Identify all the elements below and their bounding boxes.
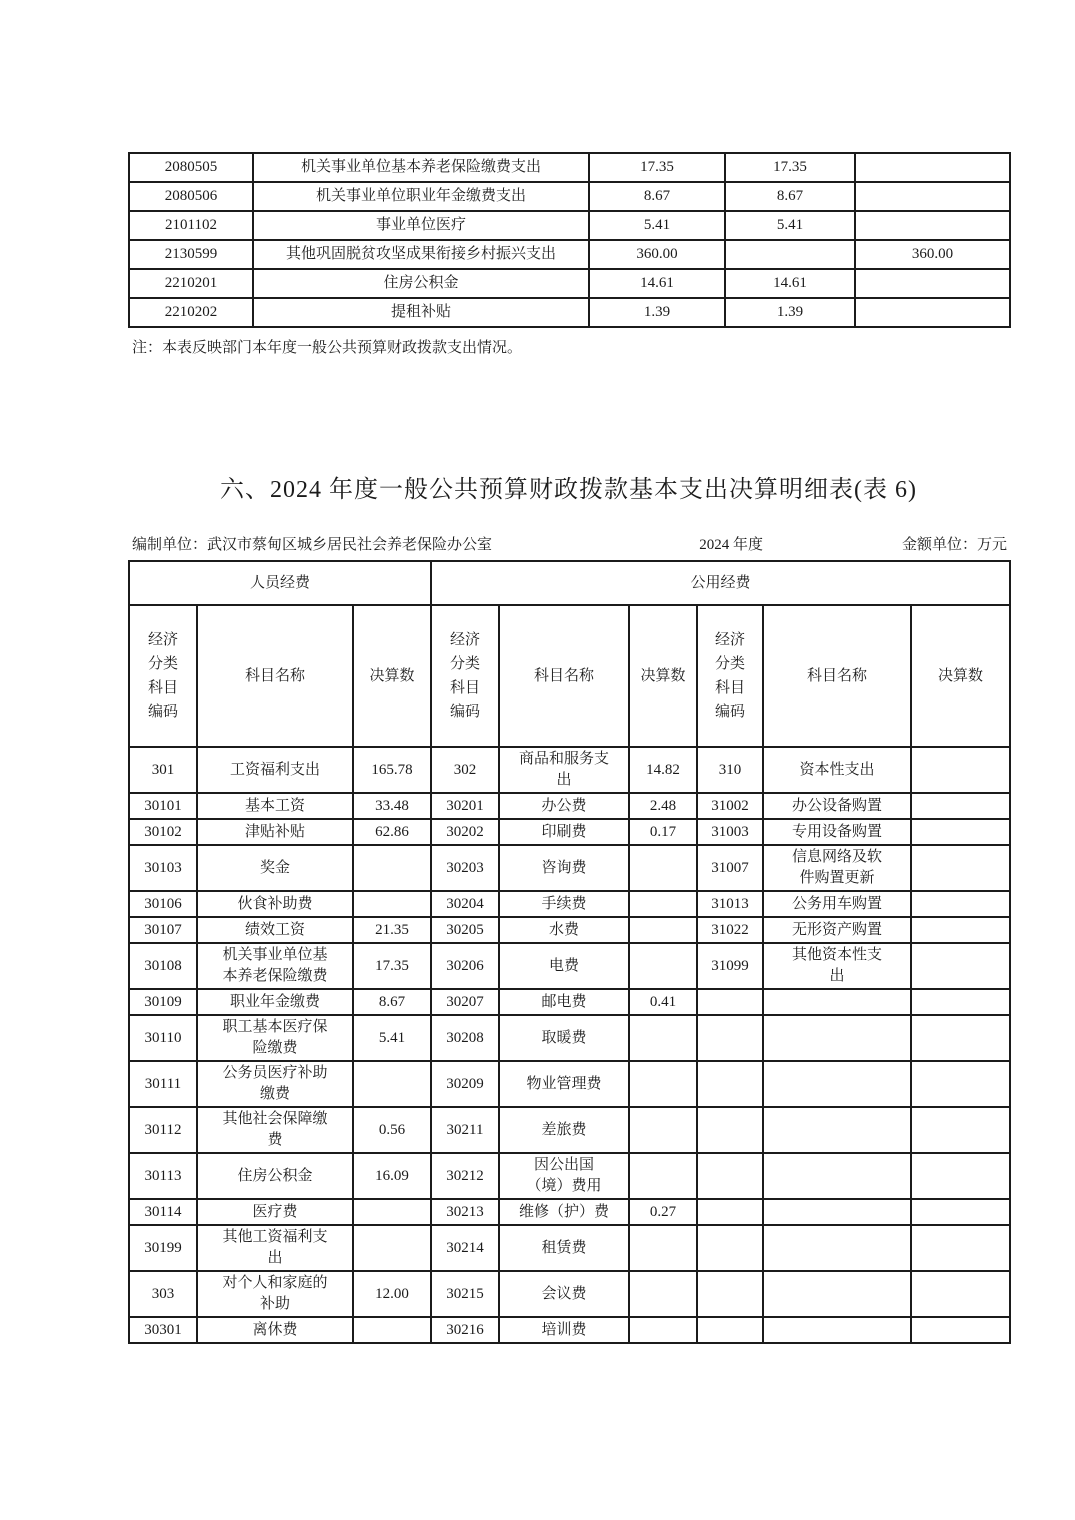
column-header-code: [697, 605, 763, 747]
code-cell: 30214: [431, 1225, 499, 1271]
code-cell: 5.41: [725, 211, 855, 240]
code-cell: 30209: [431, 1061, 499, 1107]
amount-cell: 2.48: [629, 793, 697, 819]
column-header-amount: 决算数: [353, 605, 431, 747]
subject-name-text: 奖金: [259, 859, 290, 876]
table-row: [129, 1271, 1010, 1317]
amount-cell: [353, 1199, 431, 1225]
subject-name-text: 邮电费: [541, 993, 587, 1010]
amount-cell: [911, 1061, 1010, 1107]
subject-name-cell: [499, 1271, 629, 1317]
subject-name-cell: [499, 917, 629, 943]
subject-name-cell: [197, 793, 353, 819]
code-cell: 2080506: [129, 182, 253, 211]
subject-name-text: 信息网络及软件购置更新: [791, 849, 882, 887]
code-cell: 303: [129, 1271, 197, 1317]
amount-cell: [629, 845, 697, 891]
subject-name-cell: [499, 1317, 629, 1343]
subject-name-cell: [197, 1061, 353, 1107]
amount-cell: [911, 1317, 1010, 1343]
subject-name-cell: [499, 989, 629, 1015]
amount-cell: 14.61: [589, 269, 725, 298]
subject-name-text: 维修（护）费: [518, 1203, 609, 1220]
subject-name-text: 物业管理费: [526, 1075, 602, 1092]
amount-cell: [911, 793, 1010, 819]
group-header-row: [129, 561, 1010, 605]
subject-name-text: 医疗费: [252, 1203, 298, 1220]
column-header-code-text: 经济分类科目编码: [449, 632, 480, 721]
code-cell: 30211: [431, 1107, 499, 1153]
subject-name-text: 资本性支出: [799, 761, 875, 778]
subject-name-cell: [763, 1061, 911, 1107]
table-row: [129, 298, 1010, 327]
code-cell: 1.39: [725, 298, 855, 327]
subject-name-cell: [499, 747, 629, 793]
code-cell: 31003: [697, 819, 763, 845]
code-cell: 30108: [129, 943, 197, 989]
amount-cell: [911, 1199, 1010, 1225]
subject-name-text: 住房公积金: [237, 1167, 313, 1184]
subject-name-cell: [197, 845, 353, 891]
subject-name-cell: 住房公积金: [253, 269, 589, 298]
subject-name-cell: [763, 845, 911, 891]
subject-name-cell: [763, 891, 911, 917]
subject-name-text: 无形资产购置: [791, 921, 882, 938]
amount-cell: 165.78: [353, 747, 431, 793]
subject-name-cell: [197, 891, 353, 917]
amount-cell: [629, 1061, 697, 1107]
amount-cell: [353, 1225, 431, 1271]
prepared-by-label: 编制单位：武汉市蔡甸区城乡居民社会养老保险办公室: [132, 537, 493, 554]
subject-name-cell: [197, 1317, 353, 1343]
code-cell: [697, 1107, 763, 1153]
code-cell: [697, 1199, 763, 1225]
code-cell: 30106: [129, 891, 197, 917]
subject-name-cell: 事业单位医疗: [253, 211, 589, 240]
table-row: [129, 1153, 1010, 1199]
subject-name-text: 办公设备购置: [791, 797, 882, 814]
table-row: [129, 943, 1010, 989]
table-row: [129, 153, 1010, 182]
amount-cell: [911, 943, 1010, 989]
table-row: [129, 1199, 1010, 1225]
subject-name-text: 印刷费: [541, 823, 587, 840]
column-header-code-text: 经济分类科目编码: [147, 632, 178, 721]
code-cell: 8.67: [725, 182, 855, 211]
amount-cell: [911, 1225, 1010, 1271]
amount-cell: 16.09: [353, 1153, 431, 1199]
subject-name-cell: [499, 891, 629, 917]
code-cell: 30206: [431, 943, 499, 989]
amount-cell: 14.82: [629, 747, 697, 793]
amount-cell: 17.35: [589, 153, 725, 182]
amount-cell: [629, 943, 697, 989]
amount-cell: 5.41: [353, 1015, 431, 1061]
subject-name-text: 咨询费: [541, 859, 587, 876]
subject-name-cell: [499, 1015, 629, 1061]
amount-cell: 8.67: [353, 989, 431, 1015]
subject-name-text: 离休费: [252, 1321, 298, 1338]
column-header-code: [129, 605, 197, 747]
subject-name-text: 职业年金缴费: [229, 993, 320, 1010]
subject-name-cell: [499, 943, 629, 989]
subject-name-cell: [763, 1225, 911, 1271]
prior-expenditure-table-body: [129, 153, 1010, 327]
code-cell: 31013: [697, 891, 763, 917]
code-cell: 30208: [431, 1015, 499, 1061]
amount-cell: [353, 1317, 431, 1343]
subject-name-cell: [499, 819, 629, 845]
subject-name-cell: [763, 1107, 911, 1153]
amount-cell: 0.41: [629, 989, 697, 1015]
table-row: [129, 1317, 1010, 1343]
table-row: [129, 1225, 1010, 1271]
subject-name-cell: [499, 1061, 629, 1107]
subject-name-text: 水费: [548, 921, 579, 938]
table-row: [129, 1061, 1010, 1107]
subject-name-text: 会议费: [541, 1285, 587, 1302]
subject-name-text: 因公出国（境）费用: [526, 1157, 602, 1195]
amount-unit-label: 金额单位：万元: [901, 537, 1007, 554]
subject-name-text: 电费: [548, 957, 579, 974]
subject-name-cell: [499, 1225, 629, 1271]
amount-cell: [911, 1107, 1010, 1153]
subject-name-cell: [763, 989, 911, 1015]
table-row: [129, 989, 1010, 1015]
table-row: [129, 1015, 1010, 1061]
code-cell: 17.35: [725, 153, 855, 182]
subject-name-cell: [499, 793, 629, 819]
code-cell: [697, 1015, 763, 1061]
amount-cell: [629, 1225, 697, 1271]
subject-name-cell: 机关事业单位职业年金缴费支出: [253, 182, 589, 211]
amount-cell: [911, 819, 1010, 845]
subject-name-cell: [763, 1199, 911, 1225]
subject-name-cell: [197, 917, 353, 943]
code-cell: 30301: [129, 1317, 197, 1343]
amount-cell: [911, 747, 1010, 793]
subject-name-text: 培训费: [541, 1321, 587, 1338]
code-cell: [697, 1061, 763, 1107]
code-cell: 30101: [129, 793, 197, 819]
detail-table-body: [129, 747, 1010, 1343]
code-cell: [697, 1271, 763, 1317]
amount-cell: 12.00: [353, 1271, 431, 1317]
code-cell: 30111: [129, 1061, 197, 1107]
amount-cell: 33.48: [353, 793, 431, 819]
subject-name-cell: [197, 1153, 353, 1199]
code-cell: 30207: [431, 989, 499, 1015]
code-cell: [697, 1153, 763, 1199]
code-cell: 31007: [697, 845, 763, 891]
code-cell: [725, 240, 855, 269]
amount-cell: [629, 891, 697, 917]
table-row: [129, 819, 1010, 845]
code-cell: 30102: [129, 819, 197, 845]
code-cell: 30199: [129, 1225, 197, 1271]
code-cell: [697, 989, 763, 1015]
subject-name-text: 商品和服务支出: [518, 751, 609, 789]
subject-name-text: 差旅费: [541, 1121, 587, 1138]
subject-name-cell: [197, 989, 353, 1015]
code-cell: 14.61: [725, 269, 855, 298]
subject-name-cell: [855, 211, 1010, 240]
subject-name-text: 专用设备购置: [791, 823, 882, 840]
subject-name-text: 对个人和家庭的补助: [222, 1275, 328, 1313]
amount-cell: [629, 917, 697, 943]
subject-name-text: 机关事业单位基本养老保险缴费: [222, 947, 328, 985]
amount-cell: 62.86: [353, 819, 431, 845]
subject-name-cell: 提租补贴: [253, 298, 589, 327]
amount-cell: [629, 1015, 697, 1061]
subject-name-cell: 360.00: [855, 240, 1010, 269]
subject-name-cell: 机关事业单位基本养老保险缴费支出: [253, 153, 589, 182]
basic-expenditure-detail-table: [128, 560, 1011, 1344]
code-cell: [697, 1225, 763, 1271]
subject-name-cell: [499, 845, 629, 891]
subject-name-cell: [499, 1199, 629, 1225]
subject-name-cell: [763, 819, 911, 845]
code-cell: 30103: [129, 845, 197, 891]
subject-name-cell: [855, 269, 1010, 298]
amount-cell: [911, 1271, 1010, 1317]
column-header-subject: 科目名称: [197, 605, 353, 747]
code-cell: 30215: [431, 1271, 499, 1317]
subject-name-cell: [855, 182, 1010, 211]
subject-name-text: 办公费: [541, 797, 587, 814]
code-cell: 30212: [431, 1153, 499, 1199]
subject-name-text: 职工基本医疗保险缴费: [222, 1019, 328, 1057]
prior-expenditure-table: [128, 152, 1011, 328]
subject-name-text: 租赁费: [541, 1239, 587, 1256]
table-row: [129, 240, 1010, 269]
amount-cell: [353, 845, 431, 891]
subject-name-text: 绩效工资: [244, 921, 305, 938]
subject-name-cell: [499, 1153, 629, 1199]
table-row: [129, 211, 1010, 240]
amount-cell: [353, 891, 431, 917]
amount-cell: [911, 891, 1010, 917]
subject-name-text: 其他社会保障缴费: [222, 1111, 328, 1149]
code-cell: [697, 1317, 763, 1343]
amount-cell: [911, 989, 1010, 1015]
subject-name-cell: [855, 153, 1010, 182]
amount-cell: [911, 845, 1010, 891]
group-header-public: 公用经费: [431, 561, 1010, 605]
column-header-code: [431, 605, 499, 747]
amount-cell: 0.56: [353, 1107, 431, 1153]
table-row: [129, 891, 1010, 917]
subject-name-cell: [763, 793, 911, 819]
subject-name-cell: [197, 943, 353, 989]
subject-name-cell: [763, 1015, 911, 1061]
amount-cell: 5.41: [589, 211, 725, 240]
code-cell: 31022: [697, 917, 763, 943]
table-row: [129, 845, 1010, 891]
code-cell: 30113: [129, 1153, 197, 1199]
column-header-amount: 决算数: [629, 605, 697, 747]
code-cell: 302: [431, 747, 499, 793]
subject-name-text: 工资福利支出: [229, 761, 320, 778]
code-cell: 2101102: [129, 211, 253, 240]
subject-name-cell: [763, 917, 911, 943]
fiscal-year-label: 2024 年度: [699, 537, 763, 554]
subject-name-text: 其他工资福利支出: [222, 1229, 328, 1267]
amount-cell: [629, 1153, 697, 1199]
subject-name-cell: [763, 943, 911, 989]
amount-cell: [629, 1271, 697, 1317]
table-row: [129, 747, 1010, 793]
column-header-amount: 决算数: [911, 605, 1010, 747]
subject-name-cell: [763, 1271, 911, 1317]
code-cell: 2210201: [129, 269, 253, 298]
amount-cell: 21.35: [353, 917, 431, 943]
code-cell: 31099: [697, 943, 763, 989]
subject-name-cell: [499, 1107, 629, 1153]
column-header-subject: 科目名称: [763, 605, 911, 747]
code-cell: 30203: [431, 845, 499, 891]
code-cell: 2210202: [129, 298, 253, 327]
subject-name-cell: [763, 1153, 911, 1199]
subject-name-text: 手续费: [541, 895, 587, 912]
subject-name-cell: [197, 1271, 353, 1317]
page-content: [128, 0, 1009, 1344]
subject-name-cell: [763, 1317, 911, 1343]
code-cell: 310: [697, 747, 763, 793]
amount-cell: 0.17: [629, 819, 697, 845]
table-row: [129, 269, 1010, 298]
subject-name-cell: [197, 819, 353, 845]
subject-name-text: 基本工资: [244, 797, 305, 814]
subject-name-cell: 其他巩固脱贫攻坚成果衔接乡村振兴支出: [253, 240, 589, 269]
column-header-subject: 科目名称: [499, 605, 629, 747]
code-cell: 30110: [129, 1015, 197, 1061]
subject-name-text: 津贴补贴: [244, 823, 305, 840]
amount-cell: 17.35: [353, 943, 431, 989]
code-cell: 30216: [431, 1317, 499, 1343]
subject-name-cell: [197, 1225, 353, 1271]
column-header-code-text: 经济分类科目编码: [714, 632, 745, 721]
subject-name-cell: [855, 298, 1010, 327]
code-cell: 31002: [697, 793, 763, 819]
subject-name-text: 取暖费: [541, 1029, 587, 1046]
code-cell: 30109: [129, 989, 197, 1015]
code-cell: 30213: [431, 1199, 499, 1225]
table-meta-row: [128, 533, 1009, 554]
subject-name-cell: [197, 747, 353, 793]
amount-cell: [911, 917, 1010, 943]
subject-name-cell: [197, 1199, 353, 1225]
column-header-row: [129, 605, 1010, 747]
amount-cell: [911, 1015, 1010, 1061]
subject-name-text: 伙食补助费: [237, 895, 313, 912]
subject-name-cell: [197, 1107, 353, 1153]
amount-cell: 360.00: [589, 240, 725, 269]
table-row: [129, 182, 1010, 211]
subject-name-cell: [763, 747, 911, 793]
subject-name-text: 公务员医疗补助缴费: [222, 1065, 328, 1103]
table-note: 注：本表反映部门本年度一般公共预算财政拨款支出情况。: [132, 340, 523, 356]
code-cell: 2130599: [129, 240, 253, 269]
code-cell: 30205: [431, 917, 499, 943]
amount-cell: 0.27: [629, 1199, 697, 1225]
code-cell: 301: [129, 747, 197, 793]
table-row: [129, 1107, 1010, 1153]
amount-cell: [629, 1107, 697, 1153]
code-cell: 30114: [129, 1199, 197, 1225]
subject-name-text: 其他资本性支出: [791, 947, 882, 985]
group-header-personnel: 人员经费: [129, 561, 431, 605]
amount-cell: 8.67: [589, 182, 725, 211]
amount-cell: [911, 1153, 1010, 1199]
code-cell: 30204: [431, 891, 499, 917]
code-cell: 30202: [431, 819, 499, 845]
amount-cell: [629, 1317, 697, 1343]
amount-cell: 1.39: [589, 298, 725, 327]
section-title: 六、2024 年度一般公共预算财政拨款基本支出决算明细表(表 6): [220, 477, 917, 503]
amount-cell: [353, 1061, 431, 1107]
table-row: [129, 793, 1010, 819]
code-cell: 30201: [431, 793, 499, 819]
code-cell: 30107: [129, 917, 197, 943]
code-cell: 30112: [129, 1107, 197, 1153]
subject-name-cell: [197, 1015, 353, 1061]
subject-name-text: 公务用车购置: [791, 895, 882, 912]
table-row: [129, 917, 1010, 943]
code-cell: 2080505: [129, 153, 253, 182]
